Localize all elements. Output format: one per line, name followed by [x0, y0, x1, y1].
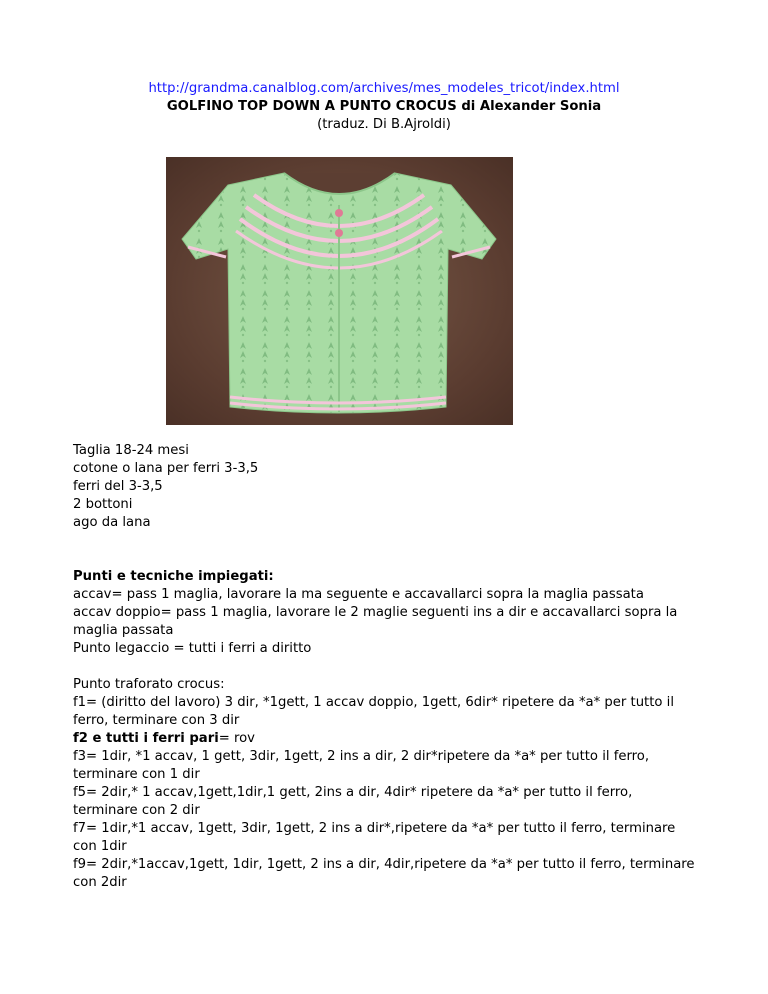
row-f9-cont: con 2dir	[73, 875, 127, 890]
cardigan-illustration	[166, 157, 513, 425]
technique-line: accav= pass 1 maglia, lavorare la ma seguente e accavallarci sopra la maglia passata	[73, 587, 644, 602]
row-f7: f7= 1dir,*1 accav, 1gett, 3dir, 1gett, 2 ins a dir*,ripetere da *a* per tutto il ferro, terminare	[73, 821, 676, 836]
row-f2: f2 e tutti i ferri pari= rov	[73, 731, 255, 746]
row-f3: f3= 1dir, *1 accav, 1 gett, 3dir, 1gett, 2 ins a dir, 2 dir*ripetere da *a* per tutto il ferro,	[73, 749, 650, 764]
crocus-heading: Punto traforato crocus:	[73, 677, 225, 692]
material-yarn: cotone o lana per ferri 3-3,5	[73, 461, 259, 476]
material-needles: ferri del 3-3,5	[73, 479, 163, 494]
document-header	[0, 80, 768, 134]
row-f7-cont: con 1dir	[73, 839, 127, 854]
row-f1: f1= (diritto del lavoro) 3 dir, *1gett, 1 accav doppio, 1gett, 6dir* ripetere da *a* per tutto il	[73, 695, 674, 710]
techniques-heading: Punti e tecniche impiegati:	[73, 569, 274, 584]
document-subtitle: (traduz. Di B.Ajroldi)	[317, 117, 451, 132]
row-f5: f5= 2dir,* 1 accav,1gett,1dir,1 gett, 2ins a dir, 4dir* ripetere da *a* per tutto il ferro,	[73, 785, 633, 800]
row-f3-cont: terminare con 1 dir	[73, 767, 200, 782]
material-size: Taglia 18-24 mesi	[73, 443, 189, 458]
row-f1-cont: ferro, terminare con 3 dir	[73, 713, 240, 728]
cardigan-photo	[166, 157, 513, 425]
technique-line: accav doppio= pass 1 maglia, lavorare le 2 maglie seguenti ins a dir e accavallarci sopra la	[73, 605, 678, 620]
row-f9: f9= 2dir,*1accav,1gett, 1dir, 1gett, 2 ins a dir, 4dir,ripetere da *a* per tutto il ferro, terminare	[73, 857, 695, 872]
material-buttons: 2 bottoni	[73, 497, 133, 512]
source-link[interactable]: http://grandma.canalblog.com/archives/mes_modeles_tricot/index.html	[148, 81, 620, 96]
material-needle: ago da lana	[73, 515, 151, 530]
technique-line: maglia passata	[73, 623, 174, 638]
document-title: GOLFINO TOP DOWN A PUNTO CROCUS di Alexander Sonia	[166, 99, 602, 114]
document-body	[73, 442, 713, 892]
technique-line: Punto legaccio = tutti i ferri a diritto	[73, 641, 312, 656]
row-f5-cont: terminare con 2 dir	[73, 803, 200, 818]
